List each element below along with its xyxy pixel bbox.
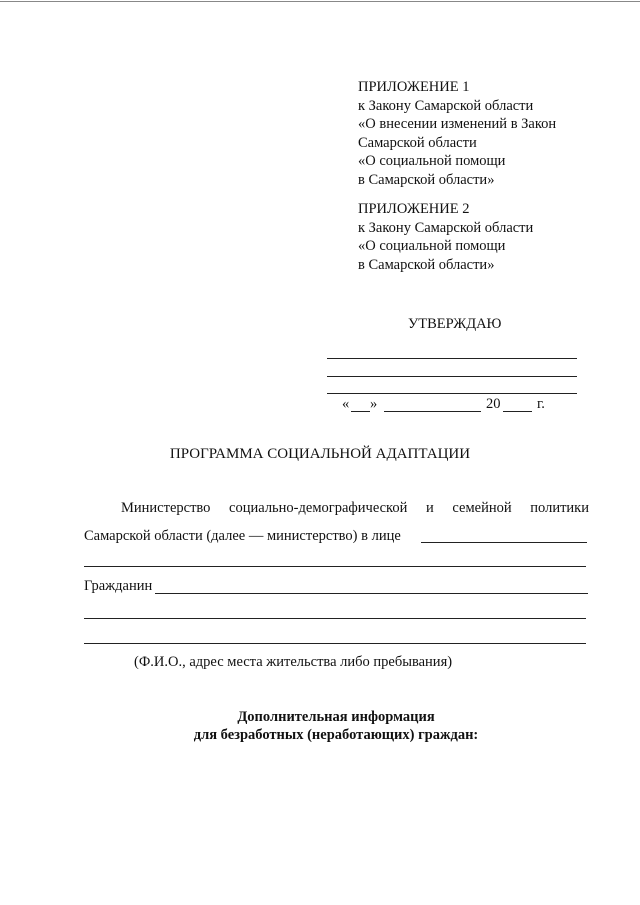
ministry-word: семейной — [452, 500, 512, 516]
approval-signature-line[interactable] — [327, 393, 577, 394]
ministry-representative-field[interactable] — [84, 566, 586, 567]
appendix-2-block — [358, 200, 533, 274]
appendix-1-line: «О внесении изменений в Закон — [358, 116, 557, 132]
date-year-suffix: г. — [537, 396, 545, 412]
additional-info-subheading: для безработных (неработающих) граждан: — [193, 727, 479, 743]
page-top-edge — [0, 1, 640, 2]
appendix-1-block — [358, 78, 556, 189]
appendix-2-line: в Самарской области» — [358, 256, 495, 273]
appendix-2-line: «О социальной помощи — [358, 238, 506, 254]
date-close-quote: » — [370, 396, 378, 412]
ministry-line-1 — [121, 500, 589, 517]
appendix-1-line: Самарской области — [358, 134, 477, 151]
date-month-field[interactable] — [384, 411, 481, 412]
date-year-prefix: 20 — [486, 396, 501, 412]
appendix-1-heading: ПРИЛОЖЕНИЕ 1 — [358, 79, 470, 95]
appendix-1-line: в Самарской области» — [358, 171, 495, 188]
appendix-2-heading: ПРИЛОЖЕНИЕ 2 — [358, 201, 470, 217]
program-title: ПРОГРАММА СОЦИАЛЬНОЙ АДАПТАЦИИ — [169, 446, 471, 462]
approval-signature-line[interactable] — [327, 358, 577, 359]
citizen-label: Гражданин — [84, 578, 153, 594]
ministry-word: и — [426, 500, 434, 516]
appendix-2-line: к Закону Самарской области — [358, 219, 534, 236]
ministry-word: социально-демографической — [229, 500, 408, 516]
ministry-representative-field[interactable] — [421, 542, 587, 543]
ministry-word: политики — [530, 500, 589, 516]
citizen-name-field[interactable] — [155, 593, 588, 594]
appendix-1-line: к Закону Самарской области — [358, 97, 534, 114]
approval-title: УТВЕРЖДАЮ — [408, 316, 502, 332]
approval-signature-line[interactable] — [327, 376, 577, 377]
date-day-field[interactable] — [351, 411, 370, 412]
ministry-line-2: Самарской области (далее — министерство) в лице — [84, 528, 401, 544]
date-year-field[interactable] — [503, 411, 532, 412]
citizen-address-field[interactable] — [84, 643, 586, 644]
ministry-word: Министерство — [121, 500, 211, 516]
appendix-1-line: «О социальной помощи — [358, 153, 506, 169]
citizen-address-field[interactable] — [84, 618, 586, 619]
additional-info-heading: Дополнительная информация — [237, 709, 435, 725]
date-open-quote: « — [342, 396, 350, 412]
citizen-caption: (Ф.И.О., адрес места жительства либо пребывания) — [134, 654, 453, 670]
